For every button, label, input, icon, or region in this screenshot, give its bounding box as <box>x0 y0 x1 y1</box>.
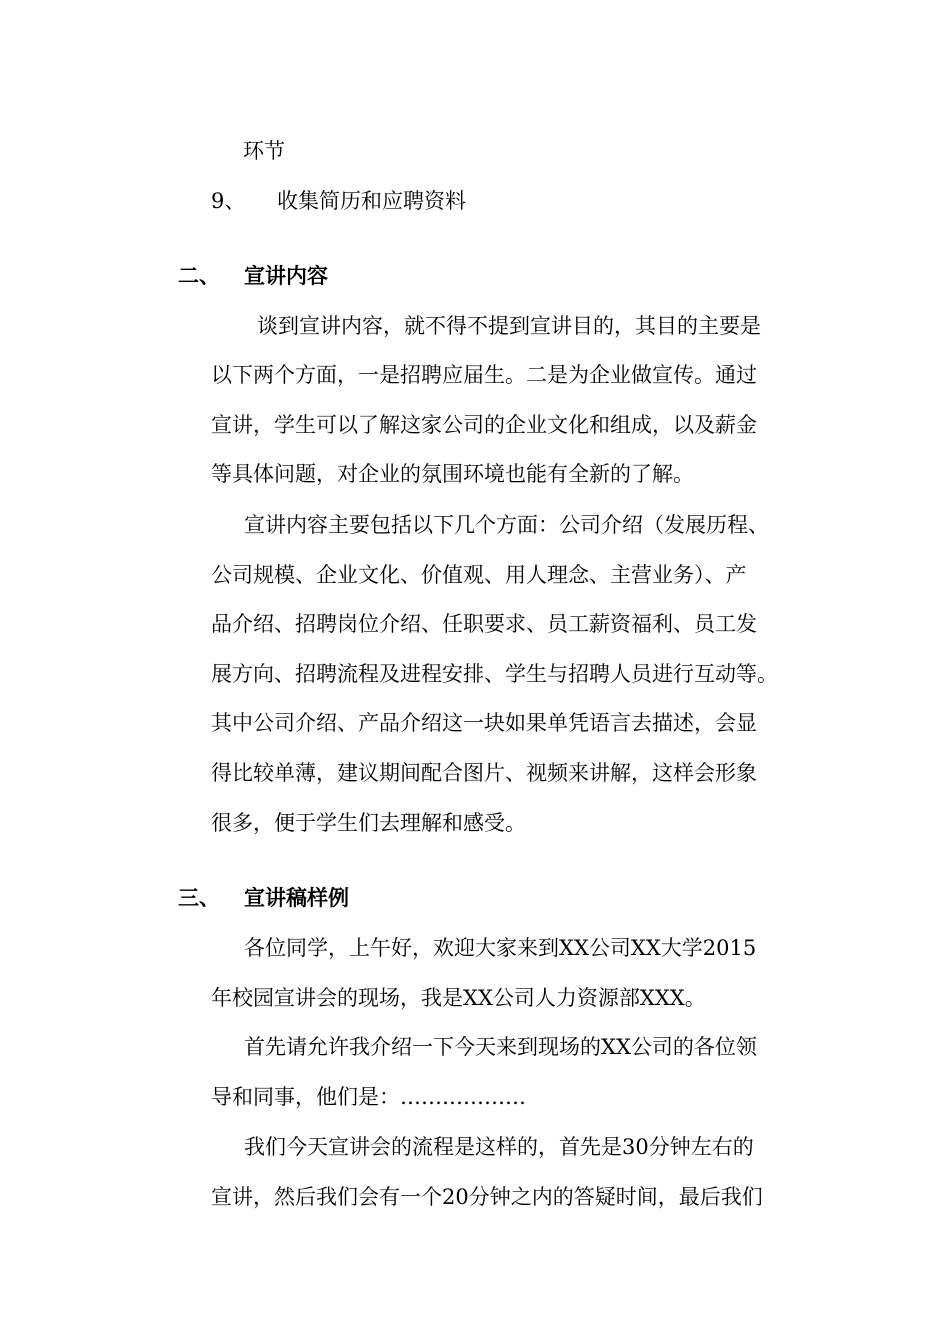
paragraph-line: 品介绍、招聘岗位介绍、任职要求、员工薪资福利、员工发 <box>211 612 757 636</box>
paragraph-line: 很多，便于学生们去理解和感受。 <box>211 811 526 835</box>
section-title: 宣讲内容 <box>244 263 328 288</box>
paragraph-line: 等具体问题，对企业的氛围环境也能有全新的了解。 <box>211 462 694 486</box>
list-item-continuation: 环节 <box>243 139 285 163</box>
section-number: 三、 <box>178 885 220 910</box>
paragraph-line: 公司规模、企业文化、价值观、用人理念、主营业务）、产 <box>211 563 747 587</box>
list-item-number: 9、 <box>211 189 246 213</box>
paragraph-line: 导和同事，他们是：……………… <box>211 1085 526 1109</box>
paragraph-line: 得比较单薄，建议期间配合图片、视频来讲解，这样会形象 <box>211 761 757 785</box>
paragraph-line: 展方向、招聘流程及进程安排、学生与招聘人员进行互动等。 <box>211 662 778 686</box>
paragraph-line: 宣讲，然后我们会有一个20分钟之内的答疑时间，最后我们 <box>211 1185 763 1209</box>
paragraph-line: 其中公司介绍、产品介绍这一块如果单凭语言去描述，会显 <box>211 711 757 735</box>
paragraph-line: 以下两个方面，一是招聘应届生。二是为企业做宣传。通过 <box>211 363 757 387</box>
paragraph-line: 首先请允许我介绍一下今天来到现场的XX公司的各位领 <box>244 1035 757 1059</box>
section-title: 宣讲稿样例 <box>244 885 349 910</box>
list-item-text: 收集简历和应聘资料 <box>277 189 466 213</box>
paragraph-line: 宣讲内容主要包括以下几个方面：公司介绍（发展历程、 <box>244 513 769 537</box>
paragraph-line: 各位同学，上午好，欢迎大家来到XX公司XX大学2015 <box>244 936 757 960</box>
paragraph-line: 我们今天宣讲会的流程是这样的，首先是30分钟左右的 <box>244 1135 754 1159</box>
paragraph-line: 宣讲，学生可以了解这家公司的企业文化和组成，以及薪金 <box>211 413 757 437</box>
paragraph-line: 年校园宣讲会的现场，我是XX公司人力资源部XXX。 <box>211 986 706 1010</box>
section-number: 二、 <box>178 263 220 288</box>
paragraph-line: 谈到宣讲内容，就不得不提到宣讲目的，其目的主要是 <box>257 314 761 338</box>
